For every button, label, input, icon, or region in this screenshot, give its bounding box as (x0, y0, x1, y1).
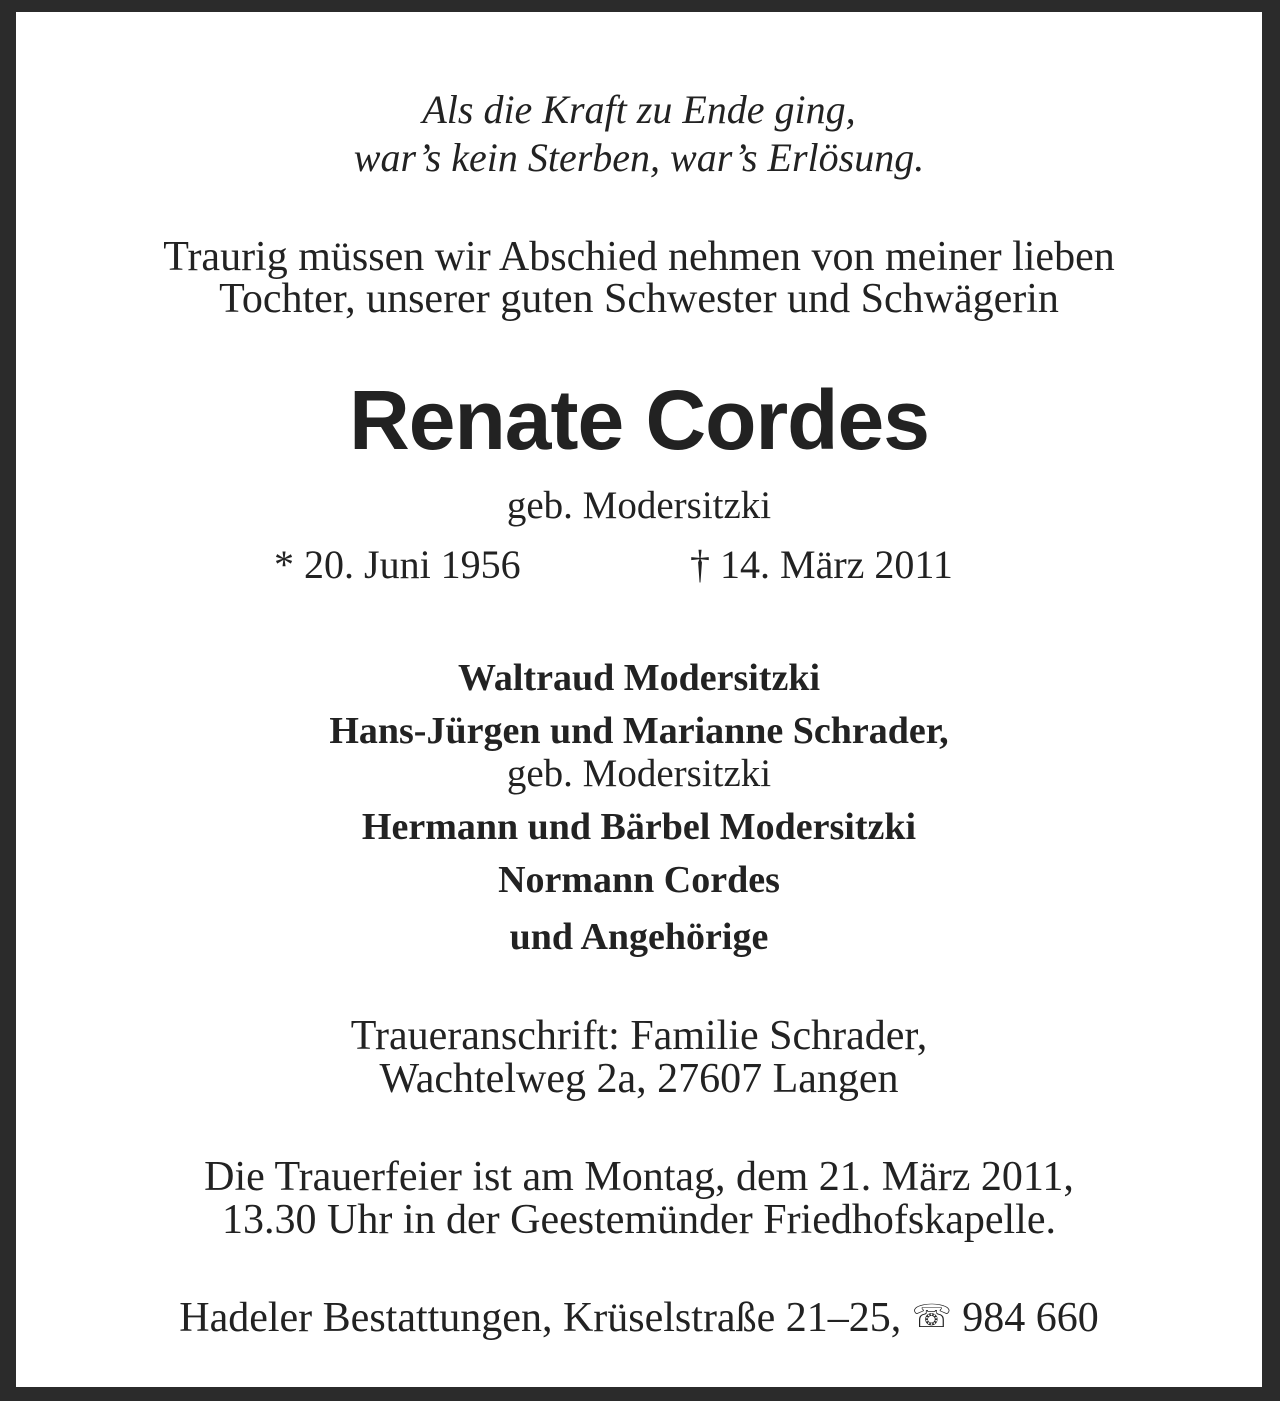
motto-line-1: Als die Kraft zu Ende ging, (422, 87, 856, 132)
mourner-line-5: und Angehörige (509, 916, 769, 958)
deceased-name: Renate Cordes (349, 373, 929, 467)
mourner-line-2: Hans-Jürgen und Marianne Schrader, (329, 710, 949, 752)
intro-line-1: Traurig müssen wir Abschied nehmen von meiner lieben (163, 234, 1115, 280)
undertaker-text: Hadeler Bestattungen, Krüselstraße 21–25, (179, 1295, 902, 1341)
motto-line-2: war’s kein Sterben, war’s Erlösung. (353, 135, 925, 180)
address-line-2: Wachtelweg 2a, 27607 Langen (379, 1056, 899, 1102)
service-line-1: Die Trauerfeier ist am Montag, dem 21. März 2011, (204, 1154, 1074, 1200)
birth-name: geb. Modersitzki (506, 484, 772, 527)
telephone-icon: ☏ (911, 1297, 952, 1335)
birth-date: * 20. Juni 1956 (274, 542, 521, 587)
undertaker-phone: 984 660 (962, 1295, 1099, 1341)
mourner-line-2-note: geb. Modersitzki (506, 752, 772, 795)
address-line-1: Traueranschrift: Familie Schrader, (350, 1013, 928, 1059)
death-date: † 14. März 2011 (690, 542, 953, 587)
mourner-line-1: Waltraud Modersitzki (457, 657, 821, 699)
undertaker-line (16, 1297, 1262, 1339)
intro-line-2: Tochter, unserer guten Schwester und Schwägerin (219, 276, 1059, 322)
mourner-line-4: Normann Cordes (498, 859, 780, 901)
mourner-line-3: Hermann und Bärbel Modersitzki (361, 806, 917, 848)
service-line-2: 13.30 Uhr in der Geestemünder Friedhofskapelle. (222, 1197, 1056, 1243)
